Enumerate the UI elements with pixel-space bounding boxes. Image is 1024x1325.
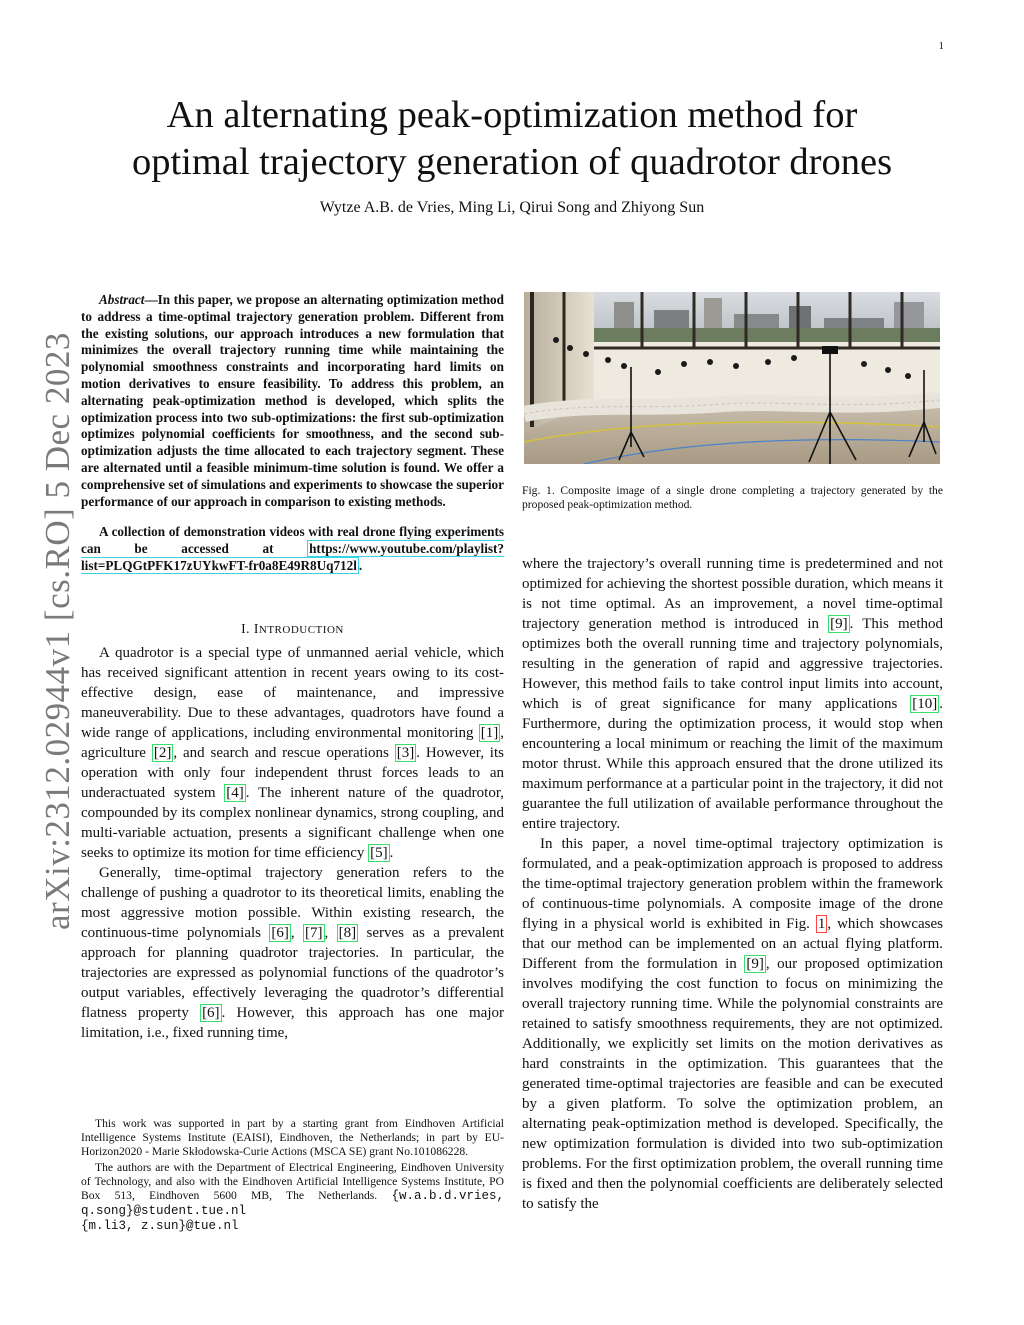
paper-title: [80, 92, 944, 186]
citation-link[interactable]: [3]: [396, 744, 415, 761]
page-number: 1: [938, 40, 944, 52]
footnote-affiliation: The authors are with the Department of Electrical Engineering, Eindhoven University of Technology, and also with the Eindhoven Artificial Intelligence Systems Institute, PO Box 513, Eindhoven 5600 MB, The Netherlands. {w.a.b.d.vries, q.song}@student.tue.nl {m.li3, z.sun}@tue.nl: [81, 1161, 504, 1233]
title-line-2: optimal trajectory generation of quadrotor drones: [131, 141, 893, 183]
demo-video-link[interactable]: https://www.youtube.com/playlist?list=PLQGtPFK17zUYkwFT-fr0a8E49R8Uq712l: [81, 541, 504, 573]
figure-reference-link[interactable]: 1: [817, 916, 826, 932]
citation-link[interactable]: [6]: [271, 924, 289, 941]
citation-link[interactable]: [2]: [153, 744, 172, 761]
citation-link[interactable]: [6]: [202, 1004, 220, 1021]
drone-lab-photo: [524, 292, 940, 464]
demo-text: A collection of demonstration videos with real drone flying experiments can be accessed at: [81, 524, 504, 557]
abstract: [81, 292, 504, 510]
citation-link[interactable]: [5]: [370, 844, 388, 861]
citation-link[interactable]: [9]: [746, 956, 764, 972]
abstract-text: —In this paper, we propose an alternating optimization method to address a time-optimal trajectory generation problem. Different from the existing solutions, our approach introduces a new formulation that minimizes the overall trajectory running time while maintaining the polynomial smoothness constraints and incorporating hard limits on motion derivatives to ensure feasibility. To address this problem, an alternating peak-optimization method is developed, which splits the optimization process into two sub-optimizations: the first sub-optimization optimizes polynomial coefficients for smoothness, and the second sub-optimization adjusts the time allocated to each trajectory segment. These are alternated until a feasible minimum-time solution is found. We offer a comprehensive set of simulations and experiments to showcase the superior performance of our approach in comparison to existing methods.: [81, 292, 504, 509]
citation-link[interactable]: [8]: [338, 924, 357, 941]
introduction-body: [81, 643, 504, 1043]
figure-1-drone-composite-image: [524, 292, 940, 464]
author-email-students: {w.a.b.d.vries, q.song}@student.tue.nl: [81, 1188, 504, 1218]
author-list: Wytze A.B. de Vries, Ming Li, Qirui Song and Zhiyong Sun: [319, 199, 705, 216]
intro-paragraph-1: A quadrotor is a special type of unmanned aerial vehicle, which has received significant attention in recent years owing to its cost-effective design, ease of maintenance, and impressive maneuverability. Due to these advantages, quadrotors have found a wide range of applications, including environmental monitoring [1] , agriculture [2] , and search and rescue operations [3] . However, its operation with only four independent thrust forces leads to an underactuated system [4] . The inherent nature of the quadrotor, compounded by its complex nonlinear dynamics, strong coupling, and multi-variable actuation, presents a significant challenge when one seeks to optimize its motion for time efficiency [5] .: [81, 644, 504, 861]
abstract-label: Abstract: [99, 292, 145, 307]
footnotes: [81, 1117, 504, 1236]
figure-1-caption: Fig. 1. Composite image of a single drone completing a trajectory generated by the proposed peak-optimization method.: [522, 484, 943, 511]
right-paragraph-1: where the trajectory’s overall running time is predetermined and not optimized for achieving the shortest possible duration, which means it is not time optimal. As an improvement, a novel time-optimal trajectory generation method is introduced in [9] . This method optimizes both the overall running time and trajectory polynomials, resulting in the generation of rapid and aggressive trajectories. However, this method fails to take control input limits into account, which is of great significance for many applications [10] . Furthermore, during the optimization process, it would stop when encountering a local minimum or reaching the limit of the maximum motor thrust. While this approach ensured that the drone utilized its maximum performance at a particular point in the trajectory, it did not guarantee the full utilization of available performance throughout the entire trajectory.: [522, 556, 943, 832]
right-column: [522, 292, 943, 1214]
author-email-staff: {m.li3, z.sun}@tue.nl: [81, 1218, 239, 1233]
citation-link[interactable]: [10]: [912, 696, 938, 712]
section-heading-introduction: I. INTRODUCTION: [241, 620, 344, 636]
right-column-body: [522, 554, 943, 1214]
left-column: [81, 292, 504, 1043]
demo-note: A collection of demonstration videos with real drone flying experiments can be accessed at https://www.youtube.com/playlist?list=PLQGtPFK17zUYkwFT-fr0a8E49R8Uq712l .: [81, 524, 504, 573]
citation-link[interactable]: [4]: [226, 784, 244, 801]
citation-link[interactable]: [7]: [305, 924, 323, 941]
footnote-funding: This work was supported in part by a starting grant from Eindhoven Artificial Intelligence Systems Institute (EAISI), Eindhoven, the Netherlands; in part by EU-Horizon2020 - Marie Skłodowska-Curie Actions (MSCA SE) grant No.101086228.: [81, 1117, 504, 1158]
title-line-1: An alternating peak-optimization method for: [166, 94, 858, 136]
arxiv-stamp: arXiv:2312.02944v1 [cs.RO] 5 Dec 2023: [38, 332, 77, 930]
citation-link[interactable]: [1]: [480, 724, 499, 741]
right-paragraph-2: In this paper, a novel time-optimal trajectory optimization is formulated, and a peak-optimization approach is proposed to address the time-optimal trajectory generation problem within the framework of continuous-time polynomials. A composite image of the drone flying in a physical world is exhibited in Fig. 1 , which showcases that our method can be implemented on an actual flying platform. Different from the formulation in [9] , our proposed optimization involves modifying the cost function to focus on minimizing the overall trajectory running time. While the polynomial constraints are retained to satisfy smoothness requirements, they are not optimized. Additionally, we explicitly set limits on the motion derivatives as hard constraints in the optimization. This guarantees that the generated time-optimal trajectories are feasible and can be executed by a given platform. To solve the optimization problem, an alternating peak-optimization method is developed. Specifically, the new optimization formulation is divided into two sub-optimization problems. For the first optimization problem, the overall running time is fixed and then the polynomial coefficients are deliberately selected to satisfy the: [522, 836, 944, 1212]
intro-paragraph-2: Generally, time-optimal trajectory generation refers to the challenge of pushing a quadrotor to its theoretical limits, enabling the most aggressive motion possible. Within existing research, the continuous-time polynomials [6] , [7] , [8] serves as a prevalent approach for planning quadrotor trajectories. In particular, the trajectories are expressed as polynomial functions of the quadrotor’s output variables, effectively leveraging the quadrotor’s differential flatness property [6] . However, this approach has one major limitation, i.e., fixed running time,: [81, 864, 505, 1041]
citation-link[interactable]: [9]: [830, 616, 848, 632]
